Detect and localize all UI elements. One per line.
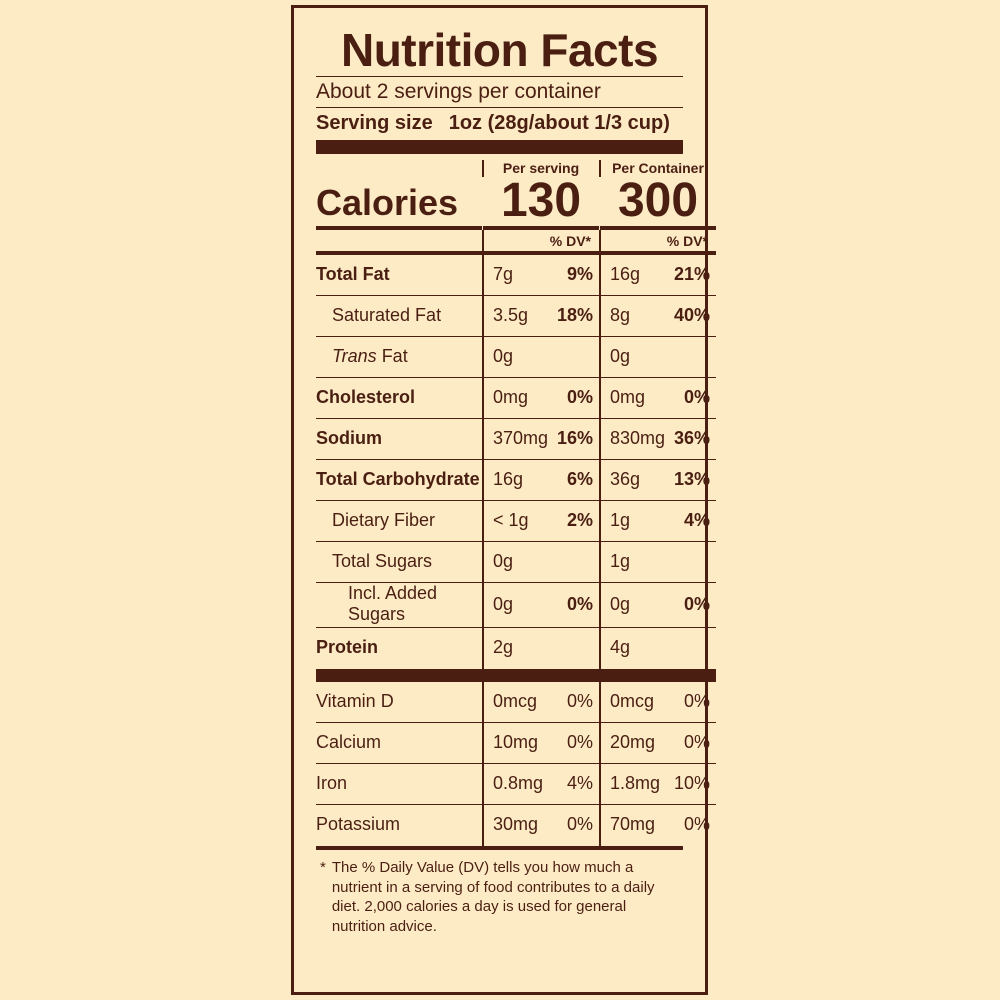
per-container-amount: 16g xyxy=(610,263,641,284)
table-row xyxy=(316,419,710,460)
per-serving-cell xyxy=(483,723,599,764)
per-container-dv: 0% xyxy=(683,731,710,752)
per-container-amount: 830mg xyxy=(610,427,666,448)
per-serving-cell xyxy=(483,628,599,669)
footnote xyxy=(316,850,683,936)
per-serving-cell xyxy=(483,337,599,378)
table-row xyxy=(316,501,710,542)
table-row xyxy=(316,583,710,628)
per-container-dv: 0% xyxy=(683,690,710,711)
per-serving-cell xyxy=(483,255,599,296)
per-container-cell xyxy=(600,501,716,542)
column-header-per-serving: Per serving xyxy=(502,160,580,177)
per-container-cell xyxy=(600,419,716,460)
dv-header-row xyxy=(316,230,708,255)
per-serving-cell xyxy=(483,501,599,542)
header-thick-divider xyxy=(316,140,683,154)
per-serving-cell xyxy=(483,296,599,337)
per-serving-dv: 16% xyxy=(556,427,593,448)
per-container-dv: 0% xyxy=(683,386,710,407)
per-container-cell xyxy=(600,296,716,337)
nutrient-name: Total Fat xyxy=(316,255,482,296)
calories-label: Calories xyxy=(316,182,482,230)
per-serving-amount: 16g xyxy=(493,468,524,489)
nutrient-name: Protein xyxy=(316,637,379,658)
per-container-dv: 0% xyxy=(683,814,710,835)
nutrient-name: Vitamin D xyxy=(316,682,482,723)
per-serving-amount: 7g xyxy=(493,263,514,284)
per-container-cell xyxy=(600,255,716,296)
per-serving-amount: < 1g xyxy=(493,509,529,530)
per-serving-amount: 0g xyxy=(493,345,514,366)
per-serving-dv: 0% xyxy=(566,593,593,614)
footnote-star: * xyxy=(320,859,326,877)
serving-size-row xyxy=(316,108,683,140)
per-serving-dv: 6% xyxy=(566,468,593,489)
macro-micro-separator xyxy=(316,669,683,682)
per-container-amount: 1g xyxy=(610,550,631,571)
per-container-cell xyxy=(600,378,716,419)
per-container-amount: 1g xyxy=(610,509,631,530)
per-serving-cell xyxy=(483,805,599,846)
per-serving-amount: 3.5g xyxy=(493,304,529,325)
table-row xyxy=(316,378,710,419)
nutrient-name: Potassium xyxy=(316,814,401,835)
per-serving-amount: 2g xyxy=(493,637,514,658)
per-serving-amount: 370mg xyxy=(493,427,549,448)
servings-per-container: About 2 servings per container xyxy=(316,80,601,104)
per-serving-amount: 30mg xyxy=(493,814,539,835)
nutrition-facts-panel xyxy=(291,5,708,995)
table-row xyxy=(316,723,710,764)
serving-size-label: Serving size xyxy=(316,112,433,135)
nutrient-name: Total Sugars xyxy=(316,542,482,583)
table-row xyxy=(316,296,710,337)
per-serving-amount: 0mcg xyxy=(493,690,538,711)
table-row xyxy=(316,628,683,669)
per-container-dv: 0% xyxy=(683,593,710,614)
nutrient-name: Calcium xyxy=(316,723,482,764)
table-row xyxy=(316,805,710,846)
dv-header-per-serving: % DV* xyxy=(483,230,599,255)
per-container-amount: 36g xyxy=(610,468,641,489)
per-serving-dv: 9% xyxy=(566,263,593,284)
per-container-cell xyxy=(600,583,716,628)
per-serving-cell xyxy=(483,419,599,460)
table-row xyxy=(316,460,710,501)
per-serving-amount: 0mg xyxy=(493,386,529,407)
calories-row xyxy=(316,174,699,230)
per-serving-cell xyxy=(483,378,599,419)
per-container-cell xyxy=(600,628,716,669)
per-container-cell xyxy=(600,723,716,764)
per-serving-cell xyxy=(483,542,599,583)
per-container-cell xyxy=(600,682,716,723)
per-container-amount: 70mg xyxy=(610,814,656,835)
per-container-cell xyxy=(600,542,716,583)
nutrient-name: Iron xyxy=(316,764,482,805)
per-container-amount: 4g xyxy=(610,637,631,658)
per-serving-amount: 0g xyxy=(493,593,514,614)
per-serving-dv: 0% xyxy=(566,386,593,407)
per-container-dv: 36% xyxy=(673,427,710,448)
per-container-cell xyxy=(600,805,716,846)
per-container-cell xyxy=(600,764,716,805)
calories-per-serving: 130 xyxy=(483,177,599,230)
per-serving-amount: 10mg xyxy=(493,731,539,752)
per-serving-dv: 0% xyxy=(566,690,593,711)
per-container-dv: 21% xyxy=(673,263,710,284)
nutrient-name-italic-prefix: Trans xyxy=(332,345,377,366)
per-container-amount: 8g xyxy=(610,304,631,325)
nutrient-name: Trans Fat xyxy=(316,337,482,378)
nutrient-name: Total Carbohydrate xyxy=(316,460,482,501)
table-row xyxy=(316,764,710,805)
nutrient-name: Cholesterol xyxy=(316,378,482,419)
per-container-amount: 0mg xyxy=(610,386,646,407)
column-header-per-container: Per Container xyxy=(612,160,704,177)
per-container-cell xyxy=(600,460,716,501)
per-serving-amount: 0g xyxy=(493,550,514,571)
per-container-dv: 13% xyxy=(673,468,710,489)
nutrient-name: Dietary Fiber xyxy=(316,501,482,542)
table-row xyxy=(316,337,683,378)
nutrient-name: Incl. Added Sugars xyxy=(316,583,482,628)
per-serving-amount: 0.8mg xyxy=(493,772,544,793)
table-row xyxy=(316,255,710,296)
nutrient-name: Saturated Fat xyxy=(316,296,482,337)
serving-size-value: 1oz (28g/about 1/3 cup) xyxy=(448,112,670,135)
per-serving-dv: 0% xyxy=(566,731,593,752)
per-serving-dv: 0% xyxy=(566,814,593,835)
table-row xyxy=(316,542,683,583)
per-container-amount: 0mcg xyxy=(610,690,655,711)
per-container-dv: 10% xyxy=(673,772,710,793)
micronutrient-table xyxy=(316,682,710,846)
per-serving-dv: 18% xyxy=(556,304,593,325)
calories-per-container: 300 xyxy=(600,177,716,230)
per-container-cell xyxy=(600,337,716,378)
per-container-amount: 0g xyxy=(610,593,631,614)
footnote-text: The % Daily Value (DV) tells you how much a nutrient in a serving of food contributes to a daily diet. 2,000 calories a day is used for general nutrition advice. xyxy=(331,859,655,935)
per-serving-dv: 4% xyxy=(566,772,593,793)
page-title: Nutrition Facts xyxy=(340,24,659,76)
per-container-dv: 40% xyxy=(673,304,710,325)
per-serving-cell xyxy=(483,460,599,501)
nutrient-name: Sodium xyxy=(316,419,482,460)
dv-header-per-container: % DV* xyxy=(600,230,716,255)
nutrient-table xyxy=(316,255,710,669)
per-container-amount: 1.8mg xyxy=(610,772,661,793)
per-serving-cell xyxy=(483,682,599,723)
table-row xyxy=(316,682,710,723)
per-serving-dv: 2% xyxy=(566,509,593,530)
per-container-amount: 20mg xyxy=(610,731,656,752)
per-serving-cell xyxy=(483,764,599,805)
per-serving-cell xyxy=(483,583,599,628)
per-container-amount: 0g xyxy=(610,345,631,366)
per-container-dv: 4% xyxy=(683,509,710,530)
